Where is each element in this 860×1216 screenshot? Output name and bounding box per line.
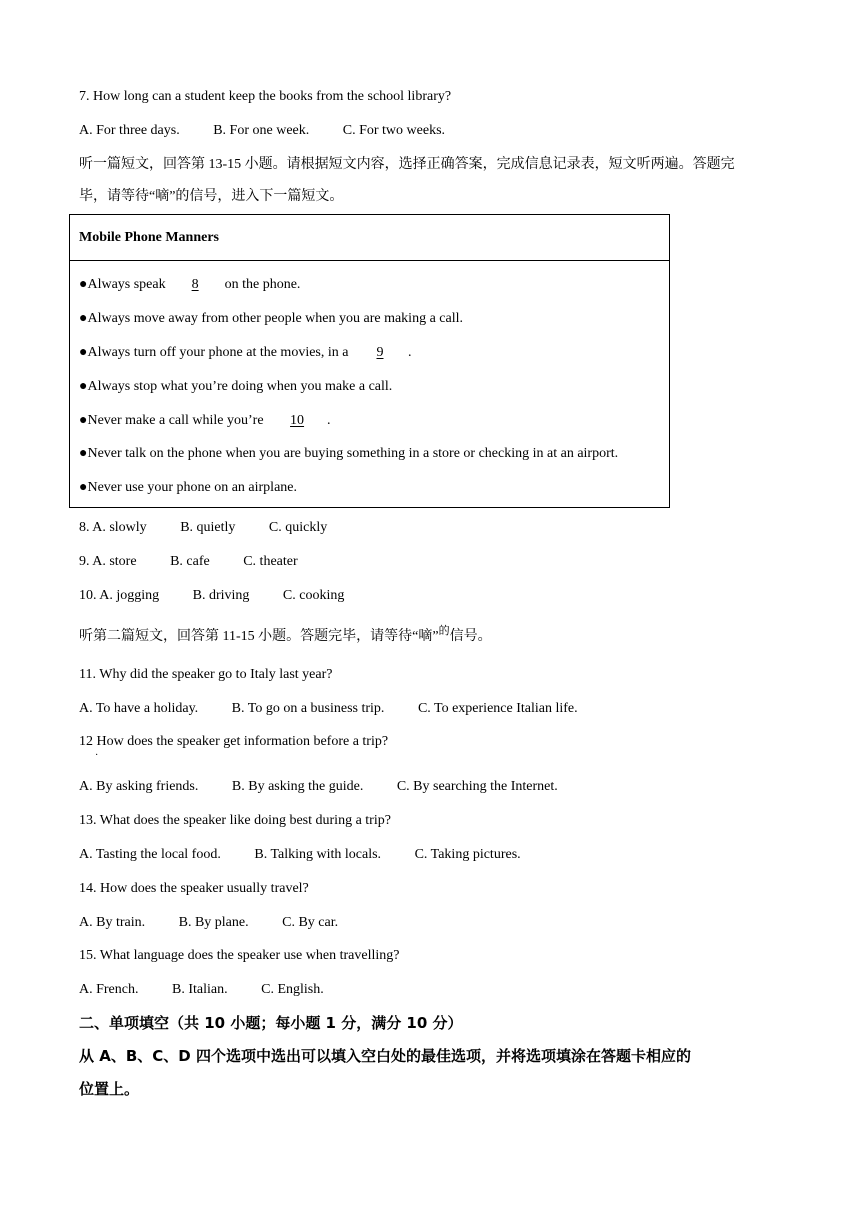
table-row-1: ●Always speak 8 on the phone.: [79, 277, 301, 292]
table-row-6: ●Never talk on the phone when you are buying something in a store or checking in at an airport.: [79, 446, 619, 461]
table-row-4: ●Always stop what you’re doing when you make a call.: [79, 379, 393, 394]
option-a: A. To have a holiday.: [79, 701, 199, 716]
question-9-options: [79, 553, 298, 571]
question-13: 13. What does the speaker like doing best during a trip?: [79, 813, 391, 828]
option-b: B. Italian.: [172, 982, 228, 997]
stray-dot: ·: [95, 750, 99, 761]
option-c: C. English.: [261, 982, 324, 997]
option-b: B. cafe: [170, 554, 210, 569]
option-a: 9. A. store: [79, 554, 137, 569]
question-15-options: [79, 981, 324, 999]
option-c: C. For two weeks.: [342, 123, 446, 138]
instruction-listening-1-line1: 听一篇短文，回答第 13-15 小题。请根据短文内容，选择正确答案，完成信息记录表，短文听两遍。答题完: [79, 157, 735, 172]
option-a: A. French.: [79, 982, 139, 997]
instruction-listening-2: 听第二篇短文，回答第 11-15 小题。答题完毕，请等待“嘀”$^的$信号。: [79, 625, 492, 644]
option-b: B. For one week.: [213, 123, 310, 138]
question-12: 12 How does the speaker get information before a trip?: [79, 734, 389, 749]
option-b: B. By plane.: [178, 915, 249, 930]
question-14: 14. How does the speaker usually travel?: [79, 881, 309, 896]
option-a: 8. A. slowly: [79, 520, 147, 535]
table-row-5: ●Never make a call while you’re 10 .: [79, 413, 331, 428]
section-2-heading: 二、单项填空（共 10 小题；每小题 1 分，满分 10 分）: [79, 1014, 463, 1032]
table-title: Mobile Phone Manners: [79, 230, 219, 245]
table-header: [70, 215, 669, 261]
option-a: A. By asking friends.: [79, 779, 199, 794]
option-a: A. By train.: [79, 915, 146, 930]
table-row-2: ●Always move away from other people when you are making a call.: [79, 311, 463, 326]
question-11: 11. Why did the speaker go to Italy last year?: [79, 667, 333, 682]
option-a: A. For three days.: [79, 123, 180, 138]
blank-10: 10: [290, 413, 305, 428]
question-13-options: [79, 846, 521, 864]
question-14-options: [79, 914, 338, 932]
blank-9: 9: [376, 345, 384, 360]
option-c: C. By searching the Internet.: [396, 779, 558, 794]
option-b: B. quietly: [180, 520, 236, 535]
question-7: 7. How long can a student keep the books from the school library?: [79, 89, 452, 104]
option-a: 10. A. jogging: [79, 588, 160, 603]
option-b: B. To go on a business trip.: [231, 701, 385, 716]
option-c: C. theater: [243, 554, 298, 569]
option-c: C. cooking: [282, 588, 345, 603]
option-b: B. driving: [192, 588, 250, 603]
info-record-table: [69, 214, 670, 508]
question-12-options: [79, 778, 558, 796]
option-c: C. Taking pictures.: [414, 847, 521, 862]
question-10-options: [79, 587, 344, 605]
question-7-options: [79, 122, 445, 140]
section-2-instruction-line2: 位置上。: [79, 1080, 140, 1098]
table-row-3: ●Always turn off your phone at the movies, in a 9 .: [79, 345, 412, 360]
option-a: A. Tasting the local food.: [79, 847, 221, 862]
option-c: C. quickly: [268, 520, 328, 535]
instruction-listening-1-line2: 毕，请等待“嘀”的信号，进入下一篇短文。: [79, 189, 344, 204]
question-15: 15. What language does the speaker use when travelling?: [79, 948, 400, 963]
option-c: C. To experience Italian life.: [417, 701, 578, 716]
option-b: B. Talking with locals.: [254, 847, 382, 862]
blank-8: 8: [191, 277, 199, 292]
section-2-instruction-line1: 从 A、B、C、D 四个选项中选出可以填入空白处的最佳选项，并将选项填涂在答题卡相应的: [79, 1047, 691, 1065]
question-11-options: [79, 700, 578, 718]
question-8-options: [79, 519, 327, 537]
option-b: B. By asking the guide.: [231, 779, 364, 794]
table-row-7: ●Never use your phone on an airplane.: [79, 480, 297, 495]
option-c: C. By car.: [282, 915, 339, 930]
